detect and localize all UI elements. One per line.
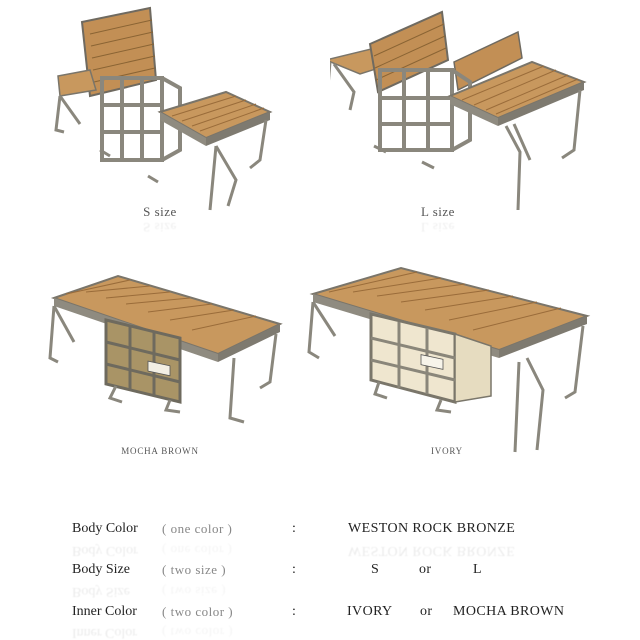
spec-row-body-color-reflection [0, 536, 640, 558]
spec-note-body-color: ( one color ) [162, 521, 233, 536]
spec-value-ivory: IVORY [347, 604, 393, 619]
spec-value-or: or [419, 562, 432, 577]
caption-l-size: L size [421, 204, 455, 219]
spec-value-reflection: WESTON ROCK BRONZE [348, 543, 516, 558]
spec-label-reflection: Body Color [72, 543, 138, 558]
spec-note-reflection: ( two size ) [162, 584, 227, 599]
spec-row-inner-color-reflection [0, 618, 640, 640]
spec-note-inner-color: ( two color ) [162, 604, 234, 619]
table-ivory-illustration [305, 262, 605, 462]
spec-note-body-size: ( two size ) [162, 562, 227, 577]
spec-row-body-size-reflection [0, 577, 640, 599]
caption-l-size-reflection: L size [421, 220, 455, 235]
panel-mocha-brown [30, 262, 300, 462]
caption-mocha-brown: MOCHA BROWN [121, 446, 199, 456]
spec-value-l: L [473, 562, 482, 577]
caption-s-size-reflection: S size [143, 220, 177, 235]
spec-label-body-color: Body Color [72, 521, 138, 536]
caption-ivory: IVORY [430, 446, 463, 456]
spec-label-body-size: Body Size [72, 562, 130, 577]
spec-value-weston-rock-bronze: WESTON ROCK BRONZE [348, 521, 516, 536]
caption-s-size: S size [143, 204, 177, 219]
right-tabletop [160, 92, 270, 146]
spec-note-reflection: ( one color ) [162, 543, 233, 558]
spec-colon: : [292, 604, 296, 619]
spec-label-reflection: Body Size [72, 584, 130, 599]
spec-colon: : [292, 521, 296, 536]
table-mocha-brown-illustration [30, 262, 300, 462]
panel-s-size [30, 0, 290, 240]
panel-l-size [330, 0, 620, 240]
spec-value-or: or [420, 604, 433, 619]
spec-value-s: S [371, 562, 380, 577]
panel-ivory [305, 262, 605, 462]
spec-label-reflection: Inner Color [72, 625, 137, 640]
spec-value-mocha-brown: MOCHA BROWN [453, 604, 565, 619]
spec-note-reflection: ( two color ) [162, 625, 234, 640]
spec-colon: : [292, 562, 296, 577]
spec-label-inner-color: Inner Color [72, 604, 137, 619]
